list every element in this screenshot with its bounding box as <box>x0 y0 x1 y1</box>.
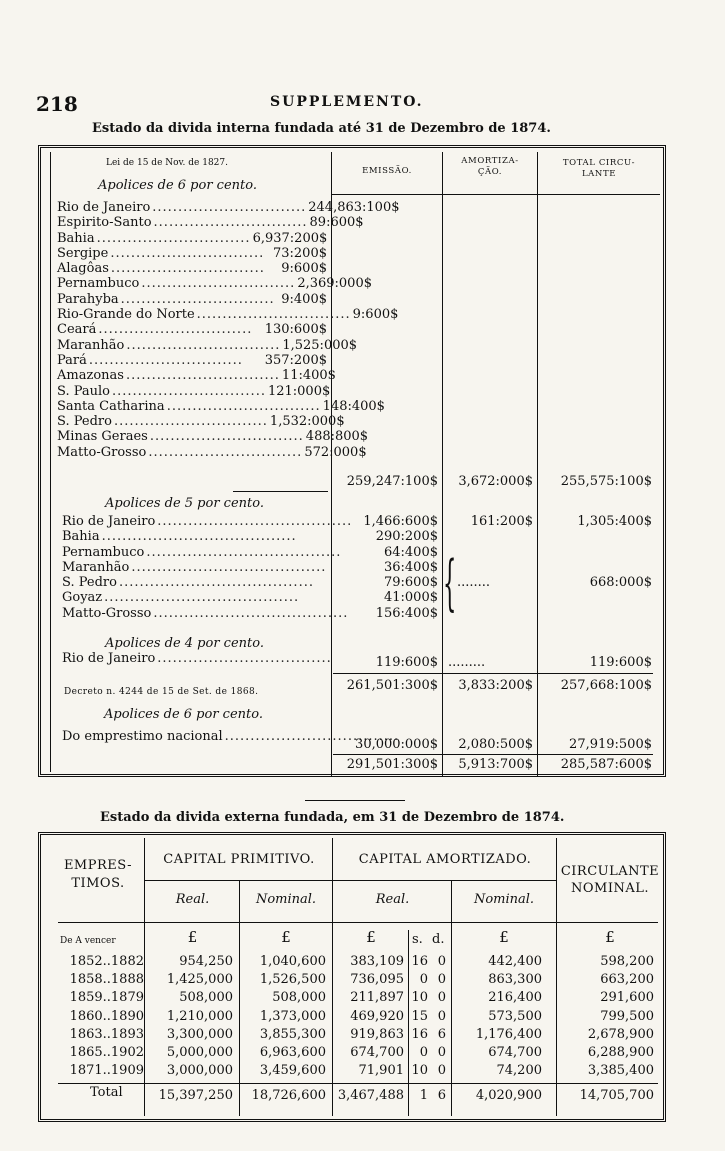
pence-label: d. <box>432 932 445 947</box>
leader-dots: .............................. <box>110 261 265 277</box>
amort-nominal-header: Nominal. <box>473 892 535 907</box>
list-item <box>57 429 369 445</box>
list-item <box>57 246 327 261</box>
total-prim-nominal: 18,726,600 <box>251 1088 326 1103</box>
province-value: 572:000$ <box>304 444 367 460</box>
leader-dots: .............................. <box>153 215 308 231</box>
prim-real-header: Real. <box>175 892 210 907</box>
law-header: Lei de 15 de Nov. de 1827. <box>106 158 228 168</box>
group1-underline <box>233 491 328 492</box>
group2-amortizacao-others: ........ <box>457 575 491 590</box>
cell-amort-nominal: 674,700 <box>488 1045 542 1060</box>
group1-circulante: 255,575:100$ <box>560 474 652 489</box>
cell-period: 1860..1890 <box>69 1008 144 1024</box>
province-emissao: 156:400$ <box>375 605 438 621</box>
leader-dots: .............................. <box>113 414 268 430</box>
group4-item: Do emprestimo nacional <box>62 729 223 744</box>
cell-d: 0 <box>437 1045 446 1060</box>
province-name: Espirito-Santo <box>57 215 152 231</box>
province-name: Amazonas <box>57 368 124 384</box>
province-value: 73:200$ <box>272 245 327 261</box>
cell-circulante: 799,500 <box>600 1008 654 1024</box>
list-item <box>57 200 400 215</box>
cell-prim-nominal: 1,040,600 <box>259 954 326 969</box>
cell-s: 15 <box>411 1008 428 1024</box>
list-item <box>57 398 385 414</box>
province-value: 9:400$ <box>281 291 327 307</box>
cell-circulante: 2,678,900 <box>587 1026 654 1042</box>
emissao-header: EMISSÃO. <box>362 166 412 176</box>
list-item <box>57 414 345 430</box>
brace-icon: { <box>443 548 457 618</box>
cell-period: 1865..1902 <box>69 1045 144 1060</box>
province-name: Ceará <box>57 322 97 338</box>
province-emissao: 79:600$ <box>383 575 438 591</box>
leader-dots: .............................. <box>110 245 265 261</box>
cell-s: 16 <box>411 1026 428 1042</box>
subtotal-emissao: 261,501:300$ <box>346 678 438 693</box>
province-value: 89:600$ <box>309 215 364 231</box>
cell-amort-real: 674,700 <box>350 1045 404 1060</box>
leader-dots: .............................. <box>98 322 253 338</box>
province-value: 244,863:100$ <box>308 200 400 215</box>
province-name: Parahyba <box>57 291 119 307</box>
list-item <box>62 529 326 544</box>
group3-label: Apolices de 4 por cento. <box>105 636 264 651</box>
list-item <box>57 292 327 307</box>
province-value: 9:600$ <box>352 307 399 323</box>
province-name: Matto-Grosso <box>57 444 147 460</box>
cell-amort-nominal: 216,400 <box>488 990 542 1006</box>
decree-label: Decreto n. 4244 de 15 de Set. de 1868. <box>64 687 259 697</box>
cell-circulante: 598,200 <box>600 954 654 969</box>
cell-d: 0 <box>437 1063 446 1079</box>
col-divider-circulante <box>537 152 538 777</box>
list-item <box>62 514 353 529</box>
subtotal-rule <box>333 673 653 674</box>
group4-emissao: 30,000:000$ <box>355 737 438 752</box>
province-emissao: 41:000$ <box>383 590 438 606</box>
province-name: Pernambuco <box>62 544 145 560</box>
running-title: SUPPLEMENTO. <box>270 94 424 110</box>
pound-icon: £ <box>499 928 509 946</box>
leader-dots: ...................................... <box>104 590 300 606</box>
list-item <box>62 590 326 605</box>
group2-amortizacao-rio: 161:200$ <box>470 514 533 529</box>
province-name: Matto-Grosso <box>62 605 152 621</box>
list-item <box>62 605 349 621</box>
leader-dots: .............................. <box>120 291 275 307</box>
leader-dots: ...................................... <box>101 529 297 545</box>
group2-list <box>62 514 353 621</box>
cell-amort-nominal: 74,200 <box>496 1063 542 1079</box>
leader-dots: .................................. <box>224 729 400 744</box>
cell-circulante: 6,288,900 <box>587 1045 654 1060</box>
cell-amort-real: 211,897 <box>350 990 404 1006</box>
cell-prim-real: 3,000,000 <box>166 1063 233 1079</box>
capital-amortizado-header: CAPITAL AMORTIZADO. <box>358 852 532 867</box>
cell-circulante: 291,600 <box>600 990 654 1006</box>
leader-dots: .............................. <box>141 276 296 292</box>
province-name: Maranhão <box>62 559 130 575</box>
leader-dots: .............................. <box>166 398 321 414</box>
province-name: Minas Geraes <box>57 429 148 445</box>
leader-dots: ...................................... <box>157 514 353 529</box>
list-item <box>62 544 342 560</box>
leader-dots: .............................. <box>126 337 281 353</box>
leader-dots: ...................................... <box>153 605 349 621</box>
province-name: S. Pedro <box>62 575 117 591</box>
group3-row <box>62 651 332 666</box>
province-name: Goyaz <box>62 590 103 606</box>
pound-icon: £ <box>187 928 198 946</box>
cell-amort-real: 919,863 <box>350 1026 404 1042</box>
cell-amort-real: 71,901 <box>358 1063 404 1079</box>
cell-prim-real: 1,425,000 <box>166 972 233 988</box>
leader-dots: .................................. <box>157 651 332 666</box>
cell-prim-nominal: 508,000 <box>272 990 326 1006</box>
list-item <box>57 261 327 276</box>
list-item <box>62 575 326 590</box>
province-value: 6,937:200$ <box>252 230 328 246</box>
list-item <box>57 337 358 353</box>
group1-list <box>57 200 400 460</box>
cell-prim-nominal: 1,373,000 <box>259 1008 326 1024</box>
province-name: Pará <box>57 352 87 368</box>
group3-circulante: 119:600$ <box>589 655 652 670</box>
province-name: S. Paulo <box>57 383 110 399</box>
cell-period: 1852..1882 <box>69 954 144 969</box>
group1-emissao: 259,247:100$ <box>346 474 438 489</box>
group2-label: Apolices de 5 por cento. <box>105 496 264 511</box>
group2-circulante-rio: 1,305:400$ <box>577 514 652 529</box>
total-prim-real: 15,397,250 <box>158 1088 233 1103</box>
cell-period: 1871..1909 <box>69 1063 144 1079</box>
total-amort-nominal: 4,020,900 <box>475 1088 542 1103</box>
total-amortizacao: 5,913:700$ <box>458 757 533 772</box>
internal-debt-title: Estado da divida interna fundada até 31 de Dezembro de 1874. <box>92 121 551 136</box>
capital-primitivo-header: CAPITAL PRIMITIVO. <box>163 852 315 867</box>
circulante-header: TOTAL CIRCU- LANTE <box>562 158 636 179</box>
cell-d: 0 <box>437 990 446 1006</box>
cell-s: 0 <box>419 972 428 988</box>
leader-dots: .............................. <box>196 307 351 323</box>
cell-prim-nominal: 1,526,500 <box>259 972 326 988</box>
total-d: 6 <box>437 1088 446 1103</box>
list-item <box>57 444 367 460</box>
province-name: Maranhão <box>57 337 125 353</box>
cell-amort-nominal: 1,176,400 <box>475 1026 542 1042</box>
cell-d: 0 <box>437 972 446 988</box>
header-rule <box>331 194 660 195</box>
cell-s: 16 <box>411 954 428 969</box>
total-amort-real: 3,467,488 <box>337 1088 404 1103</box>
cell-period: 1863..1893 <box>69 1026 144 1042</box>
prim-nominal-header: Nominal. <box>255 892 317 907</box>
list-item <box>57 353 327 368</box>
list-item <box>57 383 331 399</box>
cell-d: 6 <box>437 1026 446 1042</box>
leader-dots: .............................. <box>149 429 304 445</box>
group2-circulante-others: 668:000$ <box>589 575 652 590</box>
amortizacao-header: AMORTIZA- ÇÃO. <box>461 156 519 177</box>
group4-amortizacao: 2,080:500$ <box>458 737 533 752</box>
cell-d: 0 <box>437 954 446 969</box>
province-name: Rio-Grande do Norte <box>57 307 195 323</box>
leader-dots: ...................................... <box>146 544 342 560</box>
group4-circulante: 27,919:500$ <box>569 737 652 752</box>
de-a-vencer-label: De A vencer <box>60 936 116 946</box>
pound-icon: £ <box>281 928 291 946</box>
cell-amort-nominal: 442,400 <box>488 954 542 969</box>
province-value: 11:400$ <box>281 368 336 384</box>
cell-circulante: 663,200 <box>600 972 654 988</box>
leader-dots: ...................................... <box>131 559 327 575</box>
cell-circulante: 3,385,400 <box>587 1063 654 1079</box>
pound-icon: £ <box>605 928 615 946</box>
group3-emissao: 119:600$ <box>375 655 438 670</box>
ext-total-rule <box>58 1083 658 1084</box>
list-item <box>57 322 327 337</box>
province-name: Bahia <box>57 230 95 246</box>
ext-header-rule-2 <box>58 922 658 923</box>
list-item <box>57 276 372 292</box>
total-circulante: 285,587:600$ <box>560 757 652 772</box>
col-divider-amortizacao <box>442 152 443 777</box>
province-name: Alagôas <box>57 261 109 277</box>
group1-amortizacao: 3,672:000$ <box>458 474 533 489</box>
total-circulante: 14,705,700 <box>579 1088 654 1103</box>
group4-label: Apolices de 6 por cento. <box>104 707 263 722</box>
section-divider <box>305 800 405 801</box>
leader-dots: .............................. <box>125 368 280 384</box>
leader-dots: .............................. <box>152 200 307 215</box>
total-s: 1 <box>419 1088 428 1103</box>
cell-amort-real: 736,095 <box>350 972 404 988</box>
ext-col-divider-sd <box>408 930 409 1116</box>
ext-header-rule-1 <box>144 880 556 881</box>
leader-dots: .............................. <box>111 383 266 399</box>
province-value: 121:000$ <box>267 383 331 399</box>
province-value: 130:600$ <box>264 322 327 338</box>
cell-amort-nominal: 573,500 <box>488 1008 542 1024</box>
pound-icon: £ <box>366 928 376 946</box>
total-rule <box>333 754 653 755</box>
cell-prim-real: 5,000,000 <box>166 1045 233 1060</box>
page-number: 218 <box>36 92 78 116</box>
province-name: Rio de Janeiro <box>62 514 156 529</box>
province-name: Bahia <box>62 529 100 545</box>
province-emissao: 1,466:600$ <box>363 514 438 529</box>
list-item <box>57 307 399 323</box>
ext-col-divider-5 <box>556 838 557 1116</box>
amort-real-header: Real. <box>375 892 410 907</box>
external-debt-title: Estado da divida externa fundada, em 31 de Dezembro de 1874. <box>100 810 565 825</box>
total-label: Total <box>90 1085 123 1100</box>
cell-prim-real: 3,300,000 <box>166 1026 233 1042</box>
cell-amort-nominal: 863,300 <box>488 972 542 988</box>
group3-amortizacao: ......... <box>448 655 486 670</box>
list-item <box>57 231 327 246</box>
province-name: Santa Catharina <box>57 398 165 414</box>
province-value: 9:600$ <box>281 261 327 277</box>
province-value: 148:400$ <box>322 398 385 414</box>
province-name: Sergipe <box>57 245 109 261</box>
cell-s: 10 <box>411 1063 428 1079</box>
province-name: Rio de Janeiro <box>57 200 151 215</box>
province-value: 1,532:000$ <box>269 414 345 430</box>
cell-period: 1858..1888 <box>69 972 144 988</box>
province-emissao: 290:200$ <box>375 529 438 545</box>
province-name: S. Pedro <box>57 414 112 430</box>
leader-dots: .............................. <box>148 444 303 460</box>
list-item <box>57 368 336 384</box>
province-value: 488:800$ <box>305 429 369 445</box>
province-value: 357:200$ <box>264 352 327 368</box>
cell-prim-real: 954,250 <box>179 954 233 969</box>
cell-s: 10 <box>411 990 428 1006</box>
cell-period: 1859..1879 <box>69 990 144 1006</box>
cell-amort-real: 383,109 <box>350 954 404 969</box>
province-emissao: 64:400$ <box>383 544 438 560</box>
cell-amort-real: 469,920 <box>350 1008 404 1024</box>
province-emissao: 36:400$ <box>383 559 438 575</box>
circulante-nominal-header: CIRCULANTE NOMINAL. <box>560 864 660 896</box>
group4-row <box>62 729 400 744</box>
province-name: Pernambuco <box>57 276 140 292</box>
province-value: 1,525:000$ <box>282 337 358 353</box>
subtotal-amortizacao: 3,833:200$ <box>458 678 533 693</box>
province-value: 2,369:000$ <box>297 276 372 292</box>
cell-prim-nominal: 3,855,300 <box>259 1026 326 1042</box>
leader-dots: .............................. <box>88 352 243 368</box>
cell-d: 0 <box>437 1008 446 1024</box>
group1-label: Apolices de 6 por cento. <box>98 178 257 193</box>
emprestimos-header: EMPRES- TIMOS. <box>63 858 133 891</box>
col-divider-emissao <box>331 152 332 777</box>
group3-province: Rio de Janeiro <box>62 651 156 666</box>
cell-prim-nominal: 6,963,600 <box>259 1045 326 1060</box>
leader-dots: .............................. <box>96 230 251 246</box>
list-item <box>62 560 326 575</box>
group2-emissao-column <box>334 514 438 621</box>
subtotal-circulante: 257,668:100$ <box>560 678 652 693</box>
total-emissao: 291,501:300$ <box>346 757 438 772</box>
shillings-label: s. <box>412 932 423 947</box>
cell-prim-real: 1,210,000 <box>166 1008 233 1024</box>
cell-prim-nominal: 3,459,600 <box>259 1063 326 1079</box>
list-item <box>57 215 364 231</box>
leader-dots: ...................................... <box>118 575 314 591</box>
cell-s: 0 <box>419 1045 428 1060</box>
cell-prim-real: 508,000 <box>179 990 233 1006</box>
